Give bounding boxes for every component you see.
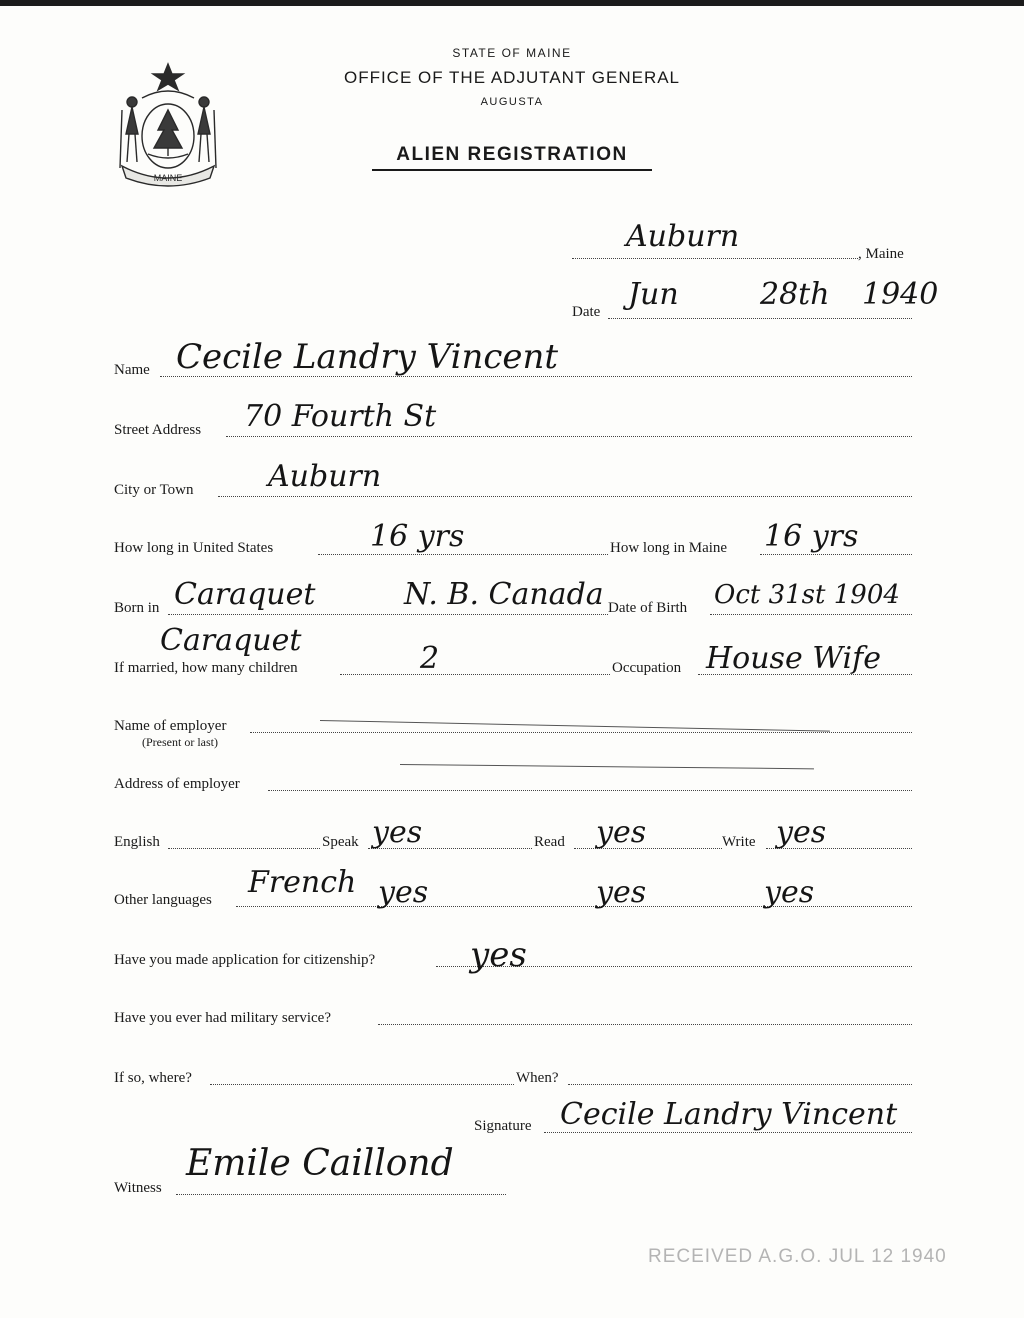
dob-label: Date of Birth	[608, 600, 688, 616]
signature-label: Signature	[474, 1118, 532, 1134]
street-line	[226, 436, 912, 437]
date-day-entry: 28th	[760, 277, 830, 312]
name-label: Name	[114, 362, 150, 378]
dob-entry: Oct 31st 1904	[714, 580, 900, 610]
date-month-entry: Jun	[628, 277, 679, 312]
write-label: Write	[722, 834, 756, 850]
other-read-entry: yes	[596, 875, 647, 910]
us-duration-entry: 16 yrs	[370, 519, 465, 554]
maine-duration-entry: 16 yrs	[764, 519, 859, 554]
born-place-entry: Caraquet	[174, 577, 316, 612]
citizenship-entry: yes	[470, 935, 527, 975]
received-stamp: RECEIVED A.G.O. JUL 12 1940	[648, 1246, 947, 1267]
date-year-entry: 1940	[862, 277, 939, 312]
employer-blank-mark	[320, 720, 830, 732]
children-entry: 2	[420, 641, 440, 676]
when-line	[568, 1084, 912, 1085]
maine-duration-label: How long in Maine	[610, 540, 728, 556]
military-service-line	[378, 1024, 912, 1025]
occupation-label: Occupation	[612, 660, 682, 676]
signature-entry: Cecile Landry Vincent	[560, 1097, 898, 1132]
employer-sublabel: (Present or last)	[142, 735, 218, 749]
english-label: English	[114, 834, 160, 850]
employer-address-label: Address of employer	[114, 776, 240, 792]
maine-suffix-label: , Maine	[858, 246, 904, 262]
employer-label: Name of employer	[114, 718, 227, 734]
city-entry: Auburn	[268, 459, 382, 494]
maine-duration-line	[760, 554, 912, 555]
scan-top-edge	[0, 0, 1024, 6]
form-title: ALIEN REGISTRATION	[372, 144, 652, 171]
born-in-line	[168, 614, 608, 615]
seal-text: MAINE	[153, 173, 183, 183]
where-label: If so, where?	[114, 1070, 192, 1086]
when-label: When?	[516, 1070, 559, 1086]
english-write-entry: yes	[776, 815, 827, 850]
us-duration-label: How long in United States	[114, 540, 274, 556]
born-correction-entry: Caraquet	[160, 623, 302, 658]
city-line	[218, 496, 912, 497]
witness-line	[176, 1194, 506, 1195]
english-read-entry: yes	[596, 815, 647, 850]
city-label: City or Town	[114, 482, 194, 498]
date-label: Date	[572, 304, 601, 320]
street-label: Street Address	[114, 422, 202, 438]
read-label: Read	[534, 834, 565, 850]
name-entry: Cecile Landry Vincent	[176, 337, 559, 377]
us-duration-line	[318, 554, 608, 555]
english-line	[168, 848, 320, 849]
other-languages-label: Other languages	[114, 892, 212, 908]
date-line	[608, 318, 912, 319]
dob-line	[710, 614, 912, 615]
employer-line	[250, 732, 912, 733]
witness-label: Witness	[114, 1180, 162, 1196]
office-heading: OFFICE OF THE ADJUTANT GENERAL	[343, 68, 681, 87]
born-region-entry: N. B. Canada	[404, 577, 604, 612]
town-line	[572, 258, 858, 259]
military-service-label: Have you ever had military service?	[114, 1010, 331, 1026]
other-speak-entry: yes	[378, 875, 429, 910]
where-line	[210, 1084, 514, 1085]
speak-label: Speak	[322, 834, 359, 850]
children-label: If married, how many children	[114, 660, 298, 676]
street-entry: 70 Fourth St	[244, 399, 437, 434]
other-language-entry: French	[248, 865, 357, 900]
employer-address-line	[268, 790, 912, 791]
other-write-entry: yes	[764, 875, 815, 910]
signature-line	[544, 1132, 912, 1133]
citizenship-label: Have you made application for citizenship?	[114, 952, 376, 968]
city-heading: AUGUSTA	[480, 96, 544, 108]
born-in-label: Born in	[114, 600, 160, 616]
employer-address-blank-mark	[400, 764, 814, 769]
state-heading: STATE OF MAINE	[452, 46, 572, 60]
children-line	[340, 674, 610, 675]
town-entry: Auburn	[626, 219, 740, 254]
english-speak-entry: yes	[372, 815, 423, 850]
witness-entry: Emile Caillond	[186, 1143, 454, 1184]
occupation-entry: House Wife	[706, 641, 881, 676]
